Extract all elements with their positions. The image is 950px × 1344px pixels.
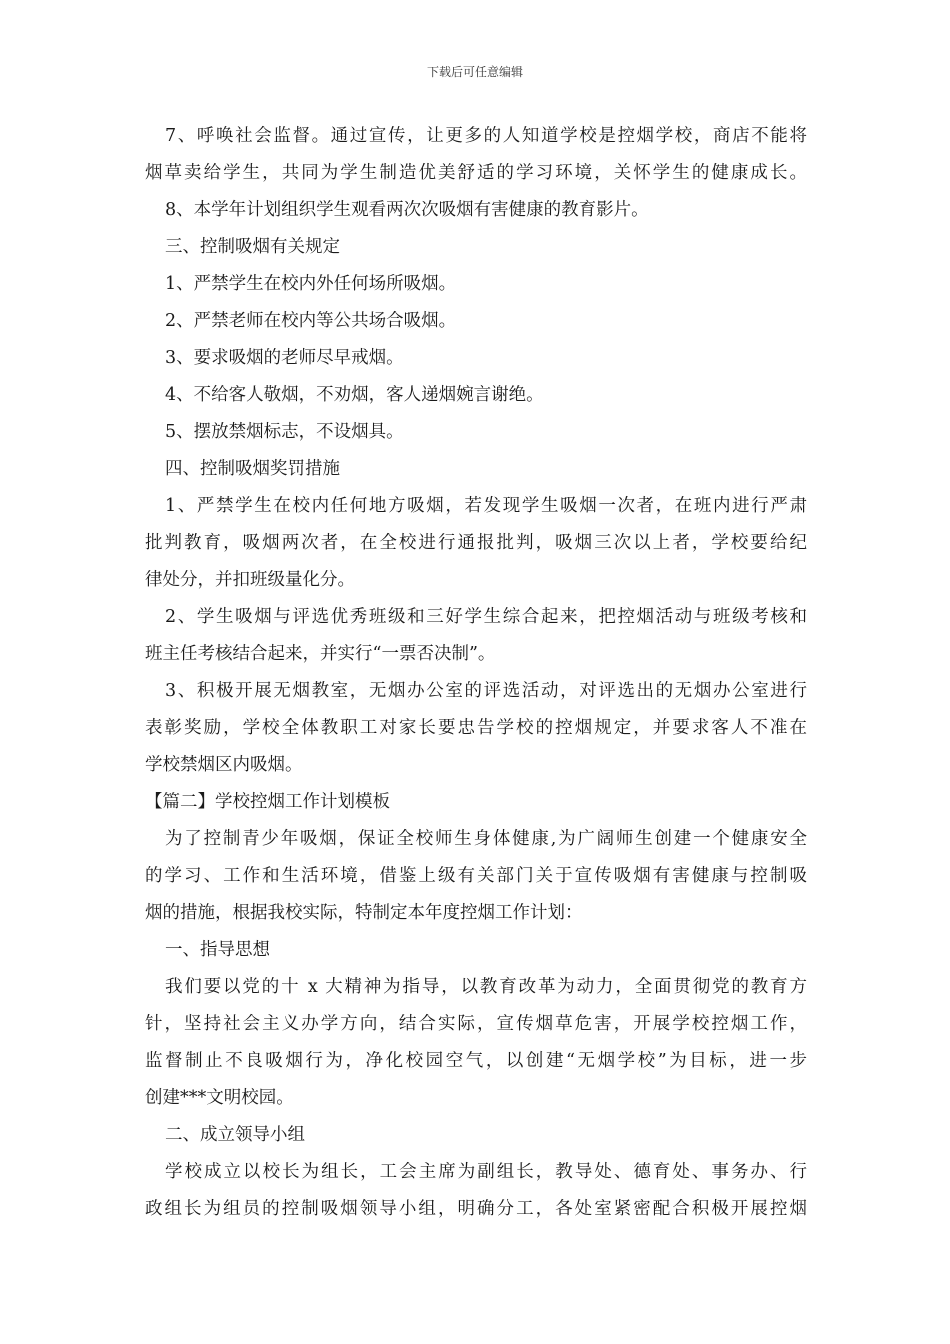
text-line: 7、呼唤社会监督。通过宣传，让更多的人知道学校是控烟学校，商店不能将 [165,126,807,146]
text-line: 的学习、工作和生活环境，借鉴上级有关部门关于宣传吸烟有害健康与控制吸 [145,866,807,886]
text-line: 2、学生吸烟与评选优秀班级和三好学生综合起来，把控烟活动与班级考核和 [165,607,807,627]
text-line: 为了控制青少年吸烟，保证全校师生身体健康,为广阔师生创建一个健康安全 [165,829,807,849]
text-line: 学校禁烟区内吸烟。 [145,755,303,775]
text-line: 8、本学年计划组织学生观看两次次吸烟有害健康的教育影片。 [165,200,649,220]
text-line: 创建***文明校园。 [145,1088,294,1108]
text-line: 二、成立领导小组 [165,1125,305,1145]
text-line: 【篇二】学校控烟工作计划模板 [145,792,390,812]
text-line: 2、严禁老师在校内等公共场合吸烟。 [165,311,457,331]
text-line: 三、控制吸烟有关规定 [165,237,340,257]
text-line: 一、指导思想 [165,940,270,960]
document-body [145,118,807,1228]
text-line: 3、要求吸烟的老师尽早戒烟。 [165,348,404,368]
text-line: 班主任考核结合起来，并实行“一票否决制”。 [145,644,496,664]
text-line: 学校成立以校长为组长，工会主席为副组长，教导处、德育处、事务办、行 [165,1162,807,1182]
text-line: 1、严禁学生在校内外任何场所吸烟。 [165,274,457,294]
text-line: 律处分，并扣班级量化分。 [145,570,355,590]
text-line: 批判教育，吸烟两次者，在全校进行通报批判，吸烟三次以上者，学校要给纪 [145,533,807,553]
text-line: 5、摆放禁烟标志，不设烟具。 [165,422,404,442]
text-line: 3、积极开展无烟教室，无烟办公室的评选活动，对评选出的无烟办公室进行 [165,681,807,701]
text-line: 针，坚持社会主义办学方向，结合实际，宣传烟草危害，开展学校控烟工作， [145,1014,807,1034]
text-line: 4、不给客人敬烟，不劝烟，客人递烟婉言谢绝。 [165,385,544,405]
text-line: 监督制止不良吸烟行为，净化校园空气，以创建“无烟学校”为目标，进一步 [145,1051,807,1071]
text-line: 烟的措施，根据我校实际，特制定本年度控烟工作计划： [145,903,583,923]
text-line: 烟草卖给学生，共同为学生制造优美舒适的学习环境，关怀学生的健康成长。 [145,163,807,183]
text-line: 我们要以党的十 x 大精神为指导，以教育改革为动力，全面贯彻党的教育方 [165,977,807,997]
text-line: 表彰奖励，学校全体教职工对家长要忠告学校的控烟规定，并要求客人不准在 [145,718,807,738]
page-header: 下载后可任意编辑 [426,65,523,79]
text-line: 政组长为组员的控制吸烟领导小组，明确分工，各处室紧密配合积极开展控烟 [145,1199,807,1219]
text-line: 四、控制吸烟奖罚措施 [165,459,340,479]
text-line: 1、严禁学生在校内任何地方吸烟，若发现学生吸烟一次者，在班内进行严肃 [165,496,807,516]
